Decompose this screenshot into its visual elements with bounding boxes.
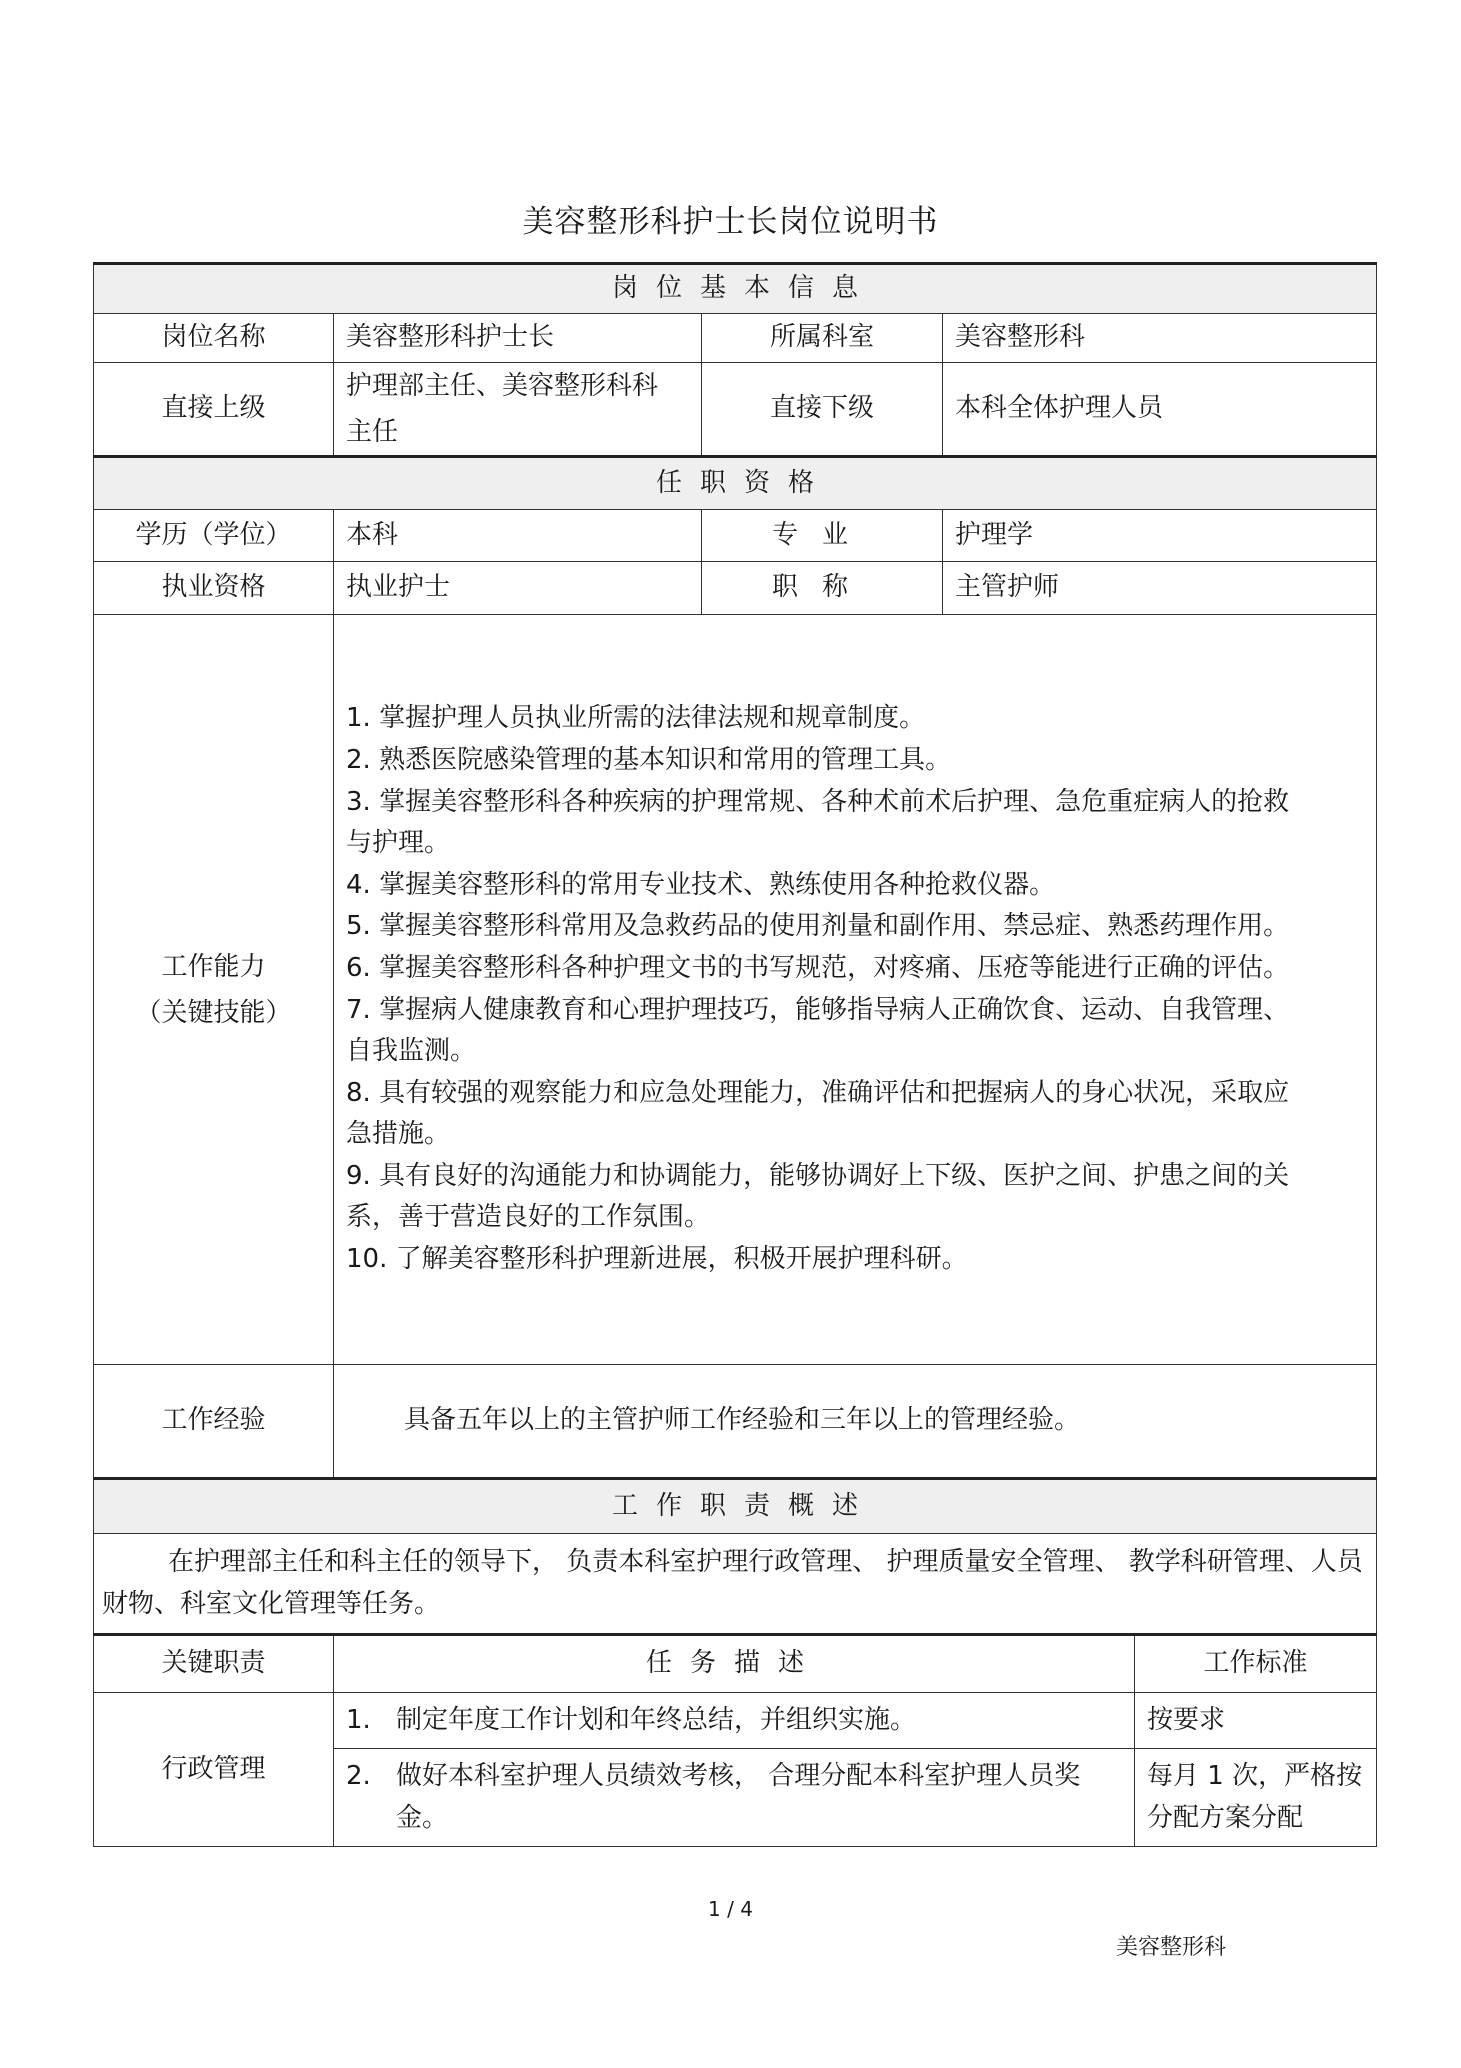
dept-label: 所属科室	[702, 314, 943, 363]
dept-value: 美容整形科	[943, 314, 1377, 363]
ability-item: 6. 掌握美容整形科各种护理文书的书写规范，对疼痛、压疮等能进行正确的评估。	[346, 952, 1290, 983]
experience-value: 具备五年以上的主管护师工作经验和三年以上的管理经验。	[334, 1365, 1377, 1479]
post-name-label: 岗位名称	[94, 314, 334, 363]
col-task-desc: 任务描述	[334, 1635, 1135, 1693]
document-title: 美容整形科护士长岗位说明书	[522, 204, 939, 240]
education-label: 学历（学位）	[94, 510, 334, 562]
post-name-value: 美容整形科护士长	[334, 314, 702, 363]
section-qualification: 任职资格	[94, 457, 1377, 510]
task-row	[334, 1693, 1135, 1749]
job-title-label: 职称	[702, 562, 943, 615]
col-work-standard: 工作标准	[1135, 1635, 1377, 1693]
ability-item: 4. 掌握美容整形科的常用专业技术、熟练使用各种抢救仪器。	[346, 869, 1056, 900]
footer-department: 美容整形科	[1116, 1935, 1227, 1960]
ability-item: 2. 熟悉医院感染管理的基本知识和常用的管理工具。	[346, 744, 952, 775]
education-value: 本科	[334, 510, 702, 562]
license-label: 执业资格	[94, 562, 334, 615]
job-title-value: 主管护师	[943, 562, 1377, 615]
task-text: 制定年度工作计划和年终总结，并组织实施。	[396, 1704, 917, 1735]
major-value: 护理学	[943, 510, 1377, 562]
section-duties: 工作职责概述	[94, 1479, 1377, 1534]
ability-label-main: 工作能力	[161, 951, 266, 982]
major-label: 专业	[702, 510, 943, 562]
license-value: 执业护士	[334, 562, 702, 615]
superior-label: 直接上级	[94, 363, 334, 457]
task-standard: 按要求	[1135, 1693, 1377, 1749]
subordinate-value: 本科全体护理人员	[943, 363, 1377, 457]
admin-label: 行政管理	[94, 1693, 334, 1847]
ability-item: 7. 掌握病人健康教育和心理护理技巧，能够指导病人正确饮食、运动、自我管理、自我监测。	[346, 994, 1290, 1067]
task-standard: 每月 1 次，严格按分配方案分配	[1135, 1749, 1377, 1847]
ability-label	[94, 615, 334, 1365]
ability-item: 10. 了解美容整形科护理新进展，积极开展护理科研。	[346, 1244, 968, 1275]
subordinate-label: 直接下级	[702, 363, 943, 457]
duties-overview: 在护理部主任和科主任的领导下， 负责本科室护理行政管理、 护理质量安全管理、 教学科研管理、人员财物、科室文化管理等任务。	[94, 1534, 1377, 1635]
ability-item: 3. 掌握美容整形科各种疾病的护理常规、各种术前术后护理、急危重症病人的抢救与护理。	[346, 786, 1290, 859]
ability-label-sub: （关键技能）	[135, 997, 292, 1028]
ability-item: 9. 具有良好的沟通能力和协调能力，能够协调好上下级、医护之间、护患之间的关系，善于营造良好的工作氛围。	[346, 1160, 1290, 1233]
task-text: 做好本科室护理人员绩效考核， 合理分配本科室护理人员奖金。	[396, 1761, 1081, 1833]
task-number: 1.	[346, 1704, 371, 1735]
ability-list	[334, 615, 1377, 1365]
ability-item: 8. 具有较强的观察能力和应急处理能力，准确评估和把握病人的身心状况，采取应急措施。	[346, 1077, 1290, 1150]
experience-label: 工作经验	[94, 1365, 334, 1479]
task-row	[334, 1749, 1135, 1847]
ability-item: 5. 掌握美容整形科常用及急救药品的使用剂量和副作用、禁忌症、熟悉药理作用。	[346, 911, 1290, 942]
ability-item: 1. 掌握护理人员执业所需的法律法规和规章制度。	[346, 703, 926, 734]
col-key-duty: 关键职责	[94, 1635, 334, 1693]
page-number: 1 / 4	[708, 1897, 753, 1921]
task-number: 2.	[346, 1761, 371, 1792]
job-description-table	[93, 262, 1377, 1847]
superior-value: 护理部主任、美容整形科科主任	[334, 363, 702, 457]
section-basic-info: 岗位基本信息	[94, 264, 1377, 314]
